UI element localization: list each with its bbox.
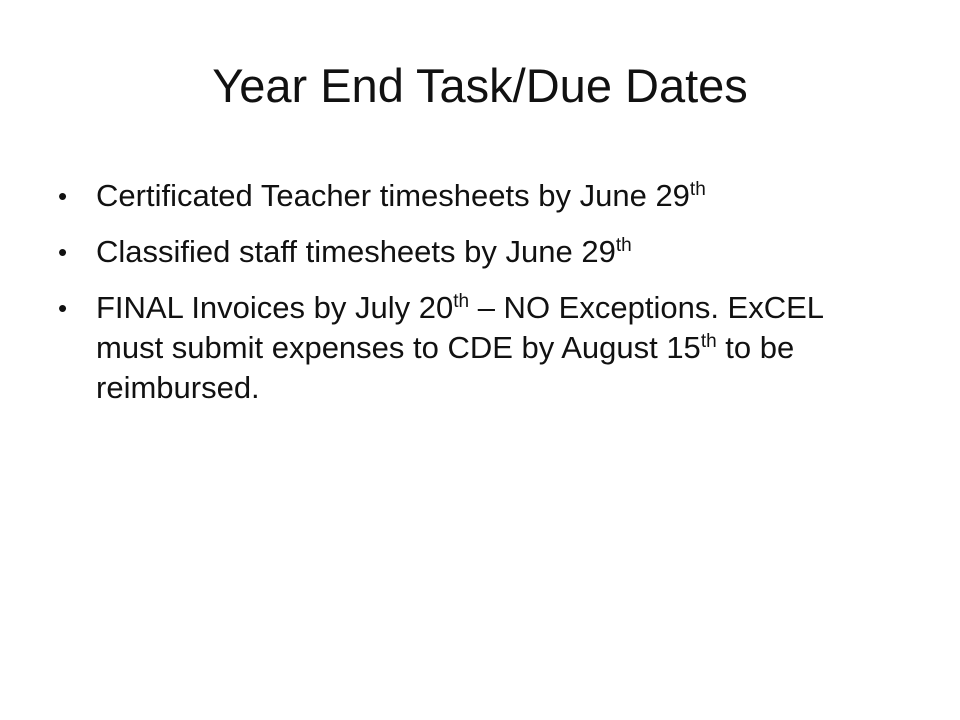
bullet-continuation-text: to be reimbursed. — [96, 330, 795, 405]
bullet-item — [58, 176, 898, 216]
bullet-list — [58, 176, 898, 424]
bullet-main-text: FINAL Invoices by July 20 — [96, 290, 454, 325]
bullet-main-text: Certificated Teacher timesheets by June 29 — [96, 178, 690, 213]
bullet-dot-icon: • — [58, 181, 68, 211]
ordinal-suffix: th — [615, 235, 632, 256]
bullet-text — [96, 178, 706, 213]
bullet-item — [58, 288, 898, 408]
bullet-item — [58, 232, 898, 272]
ordinal-suffix: th — [700, 331, 717, 352]
bullet-continuation-text: – NO Exceptions. ExCEL must submit expenses to CDE by August 15 — [96, 290, 823, 365]
bullet-text — [96, 234, 632, 269]
bullet-dot-icon: • — [58, 293, 68, 323]
ordinal-suffix: th — [689, 179, 706, 200]
bullet-main-text: Classified staff timesheets by June 29 — [96, 234, 616, 269]
bullet-text — [96, 290, 823, 405]
ordinal-suffix: th — [453, 291, 470, 312]
slide-title: Year End Task/Due Dates — [212, 59, 748, 112]
bullet-dot-icon: • — [58, 237, 68, 267]
